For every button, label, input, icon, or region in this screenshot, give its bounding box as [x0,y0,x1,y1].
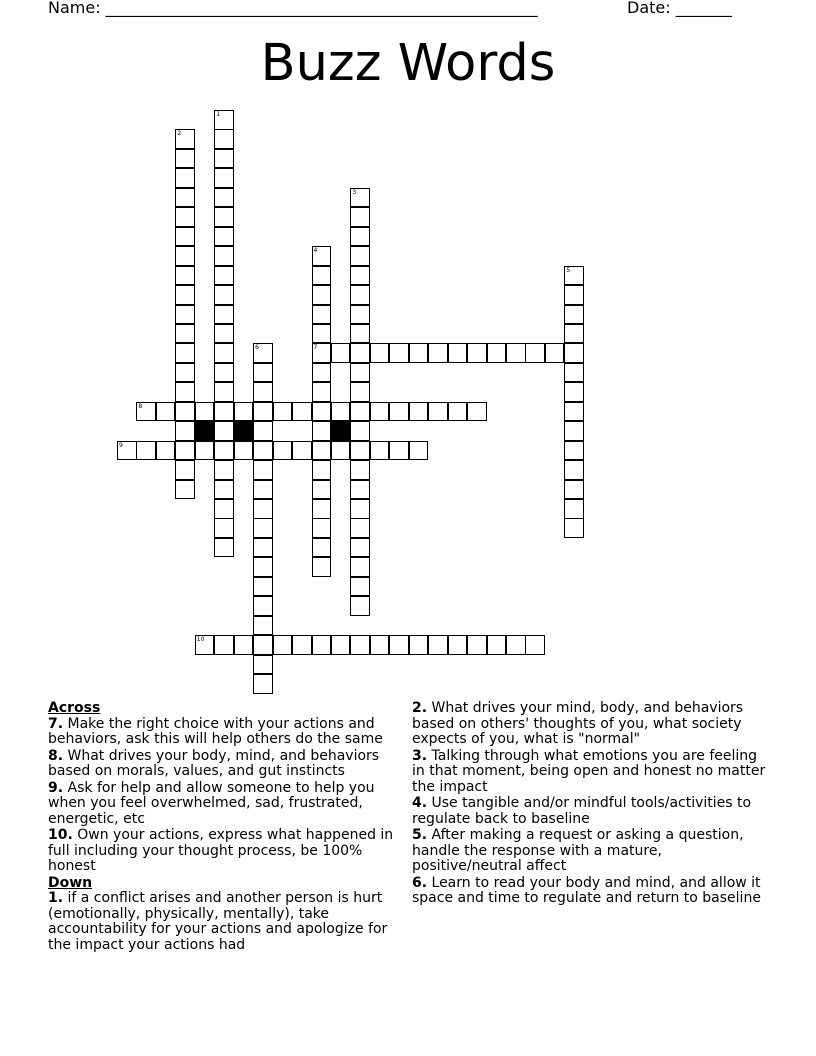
grid-cell[interactable] [312,266,332,286]
grid-cell[interactable] [175,402,195,422]
grid-cell[interactable] [312,480,332,500]
grid-cell[interactable] [234,402,254,422]
grid-cell[interactable] [331,343,351,363]
clue-item [412,701,767,748]
grid-cell[interactable] [214,129,234,149]
grid-cell[interactable] [525,635,545,655]
grid-cell[interactable] [350,538,370,558]
grid-cell[interactable] [214,266,234,286]
clue-item [412,749,767,796]
grid-cell[interactable] [253,674,273,694]
grid-cell[interactable] [312,246,332,266]
grid-cell[interactable] [214,635,234,655]
grid-cell[interactable] [409,343,429,363]
across-heading: Across [48,700,101,716]
grid-cell[interactable] [312,518,332,538]
grid-cell[interactable] [214,110,234,130]
grid-cell[interactable] [428,635,448,655]
grid-cell[interactable] [350,363,370,383]
puzzle-title: Buzz Words [260,34,556,93]
grid-cell[interactable] [506,635,526,655]
clue-number-label: 5 [566,266,571,274]
grid-cell[interactable] [175,227,195,247]
grid-cell[interactable] [214,402,234,422]
clue-number: 9. [48,779,64,796]
grid-cell[interactable] [175,266,195,286]
grid-cell[interactable] [331,441,351,461]
grid-cell[interactable] [448,402,468,422]
grid-cell[interactable] [312,421,332,441]
grid-cell[interactable] [428,343,448,363]
clue-number-label: 7 [313,344,318,352]
grid-cell[interactable] [350,596,370,616]
grid-cell[interactable] [214,480,234,500]
clue-item [48,828,410,875]
grid-cell[interactable] [564,402,584,422]
grid-cell[interactable] [312,285,332,305]
grid-cell[interactable] [214,149,234,169]
clue-number-label: 10 [196,636,205,644]
grid-cell[interactable] [564,460,584,480]
clues-column-right [412,701,767,908]
grid-cell[interactable] [350,421,370,441]
grid-cell[interactable] [564,305,584,325]
grid-cell[interactable] [448,635,468,655]
grid-cell[interactable] [312,460,332,480]
grid-cell[interactable] [312,324,332,344]
grid-cell[interactable] [467,402,487,422]
clue-item [48,749,410,780]
grid-cell[interactable] [312,363,332,383]
grid-cell[interactable] [214,324,234,344]
grid-cell[interactable] [370,402,390,422]
clue-text: Learn to read your body and mind, and allow it space and time to regulate and return to baseline [412,874,761,906]
grid-cell[interactable] [175,285,195,305]
grid-cell[interactable] [564,518,584,538]
grid-cell[interactable] [175,460,195,480]
grid-cell[interactable] [564,266,584,286]
grid-cell[interactable] [564,285,584,305]
grid-cell[interactable] [175,188,195,208]
grid-cell[interactable] [253,635,273,655]
clue-number-label: 1 [216,111,221,118]
grid-cell[interactable] [175,207,195,227]
clue-number: 2. [412,700,428,716]
grid-cell[interactable] [253,441,273,461]
grid-cell[interactable] [214,305,234,325]
grid-cell[interactable] [312,499,332,519]
grid-cell[interactable] [506,343,526,363]
grid-cell[interactable] [156,441,176,461]
clue-text: What drives your mind, body, and behaviors based on others' thoughts of you, what society expects of you, what is "normal" [412,700,744,747]
clue-text: Make the right choice with your actions and behaviors, ask this will help others do the same [48,715,383,747]
clue-text: What drives your body, mind, and behaviors based on morals, values, and gut instincts [48,747,380,779]
clue-number: 3. [412,747,428,764]
grid-cell[interactable] [564,324,584,344]
clue-item [48,891,410,953]
clue-number: 1. [48,890,64,906]
clue-text: Talking through what emotions you are feeling in that moment, being open and honest no matter the impact [412,747,766,795]
grid-cell[interactable] [253,460,273,480]
grid-cell[interactable] [370,441,390,461]
clue-item [412,876,767,907]
grid-cell[interactable] [487,343,507,363]
grid-cell[interactable] [448,343,468,363]
grid-cell[interactable] [350,402,370,422]
grid-cell[interactable] [195,635,215,655]
grid-cell[interactable] [214,207,234,227]
grid-cell[interactable] [292,635,312,655]
clue-item [412,828,767,875]
clue-number-label: 8 [138,402,143,410]
grid-cell[interactable] [312,402,332,422]
grid-cell[interactable] [350,635,370,655]
grid-cell[interactable] [370,635,390,655]
clues-column-left [48,701,410,954]
grid-cell[interactable] [214,460,234,480]
down-heading: Down [48,874,93,891]
grid-cell[interactable] [564,382,584,402]
grid-cell[interactable] [312,305,332,325]
grid-cell[interactable] [409,635,429,655]
clue-item [48,781,410,828]
grid-cell[interactable] [350,305,370,325]
grid-cell[interactable] [312,635,332,655]
grid-cell[interactable] [253,343,273,363]
grid-cell[interactable] [175,480,195,500]
grid-cell[interactable] [564,343,584,363]
grid-cell[interactable] [195,441,215,461]
grid-cell[interactable] [175,421,195,441]
name-field-label: Name: ______________________________________________________ [48,0,538,17]
grid-cell[interactable] [117,441,137,461]
grid-cell[interactable] [312,557,332,577]
clue-text: After making a request or asking a question, handle the response with a mature, positive/neutral affect [412,827,744,874]
grid-cell[interactable] [175,382,195,402]
grid-cell[interactable] [214,421,234,441]
clue-number: 5. [412,827,428,843]
grid-cell[interactable] [409,402,429,422]
grid-cell[interactable] [564,421,584,441]
grid-cell[interactable] [564,441,584,461]
grid-cell[interactable] [331,635,351,655]
clue-item [412,796,767,827]
grid-cell[interactable] [214,382,234,402]
grid-cell-blocked [195,421,215,441]
grid-cell[interactable] [136,441,156,461]
grid-cell[interactable] [214,168,234,188]
clue-text: if a conflict arises and another person is hurt (emotionally, physically, mentally), take accountability for your actions and apologize for the impact your actions had [48,890,388,953]
grid-cell[interactable] [331,402,351,422]
grid-cell-blocked [331,421,351,441]
grid-cell[interactable] [214,499,234,519]
grid-cell[interactable] [350,441,370,461]
grid-cell[interactable] [253,382,273,402]
grid-cell[interactable] [214,538,234,558]
grid-cell[interactable] [253,363,273,383]
clue-number-label: 9 [119,441,123,449]
grid-cell[interactable] [253,518,273,538]
grid-cell[interactable] [564,480,584,500]
grid-cell[interactable] [214,343,234,363]
down-clue-list [48,891,410,953]
grid-cell[interactable] [234,441,254,461]
grid-cell[interactable] [350,557,370,577]
grid-cell[interactable] [214,441,234,461]
grid-cell[interactable] [564,499,584,519]
grid-cell[interactable] [156,402,176,422]
date-field-label: Date: _______ [627,0,732,17]
grid-cell[interactable] [175,363,195,383]
grid-cell[interactable] [214,285,234,305]
grid-cell[interactable] [234,635,254,655]
grid-cell[interactable] [175,343,195,363]
grid-cell[interactable] [312,441,332,461]
across-clue-list [48,717,410,875]
clue-number-label: 2 [177,130,182,138]
grid-cell[interactable] [428,402,448,422]
grid-cell[interactable] [253,557,273,577]
grid-cell[interactable] [253,480,273,500]
clue-number-label: 6 [255,344,259,352]
grid-cell[interactable] [350,499,370,519]
grid-cell[interactable] [350,460,370,480]
clue-item [48,717,410,748]
grid-cell[interactable] [253,499,273,519]
clue-text: Ask for help and allow someone to help you when you feel overwhelmed, sad, frustrated, energetic, etc [48,779,375,827]
grid-cell[interactable] [175,324,195,344]
grid-cell[interactable] [253,616,273,636]
clue-text: Own your actions, express what happened in full including your thought process, be 100% honest [48,827,394,874]
grid-cell[interactable] [350,285,370,305]
grid-cell[interactable] [370,343,390,363]
grid-cell-blocked [234,421,254,441]
grid-cell[interactable] [467,343,487,363]
grid-cell[interactable] [214,246,234,266]
grid-cell[interactable] [389,343,409,363]
grid-cell[interactable] [214,363,234,383]
grid-cell[interactable] [350,382,370,402]
grid-cell[interactable] [350,518,370,538]
grid-cell[interactable] [350,188,370,208]
grid-cell[interactable] [312,343,332,363]
grid-cell[interactable] [350,246,370,266]
clue-number: 7. [48,715,64,732]
grid-cell[interactable] [253,596,273,616]
grid-cell[interactable] [389,441,409,461]
grid-cell[interactable] [312,538,332,558]
grid-cell[interactable] [312,382,332,402]
grid-cell[interactable] [467,635,487,655]
clue-number: 4. [412,795,428,811]
grid-cell[interactable] [214,188,234,208]
clue-number-label: 4 [313,247,318,255]
grid-cell[interactable] [350,207,370,227]
grid-cell[interactable] [253,655,273,675]
grid-cell[interactable] [253,577,273,597]
grid-cell[interactable] [214,227,234,247]
grid-cell[interactable] [253,538,273,558]
grid-cell[interactable] [292,402,312,422]
grid-cell[interactable] [273,441,293,461]
clue-number: 10. [48,827,73,843]
grid-cell[interactable] [389,402,409,422]
grid-cell[interactable] [350,577,370,597]
grid-cell[interactable] [136,402,156,422]
grid-cell[interactable] [350,266,370,286]
grid-cell[interactable] [487,635,507,655]
grid-cell[interactable] [175,246,195,266]
grid-cell[interactable] [525,343,545,363]
grid-cell[interactable] [350,343,370,363]
grid-cell[interactable] [292,441,312,461]
grid-cell[interactable] [273,635,293,655]
grid-cell[interactable] [253,402,273,422]
grid-cell[interactable] [195,402,215,422]
grid-cell[interactable] [175,441,195,461]
down-clue-list-continued [412,701,767,907]
grid-cell[interactable] [253,421,273,441]
clue-number: 6. [412,874,428,891]
grid-cell[interactable] [273,402,293,422]
grid-cell[interactable] [175,149,195,169]
grid-cell[interactable] [175,168,195,188]
clue-number-label: 3 [352,188,357,196]
grid-cell[interactable] [350,227,370,247]
clue-number: 8. [48,747,64,764]
grid-cell[interactable] [409,441,429,461]
clue-text: Use tangible and/or mindful tools/activities to regulate back to baseline [412,795,752,827]
grid-cell[interactable] [350,324,370,344]
grid-cell[interactable] [389,635,409,655]
grid-cell[interactable] [545,343,565,363]
grid-cell[interactable] [175,305,195,325]
grid-cell[interactable] [175,129,195,149]
grid-cell[interactable] [564,363,584,383]
grid-cell[interactable] [350,480,370,500]
grid-cell[interactable] [214,518,234,538]
